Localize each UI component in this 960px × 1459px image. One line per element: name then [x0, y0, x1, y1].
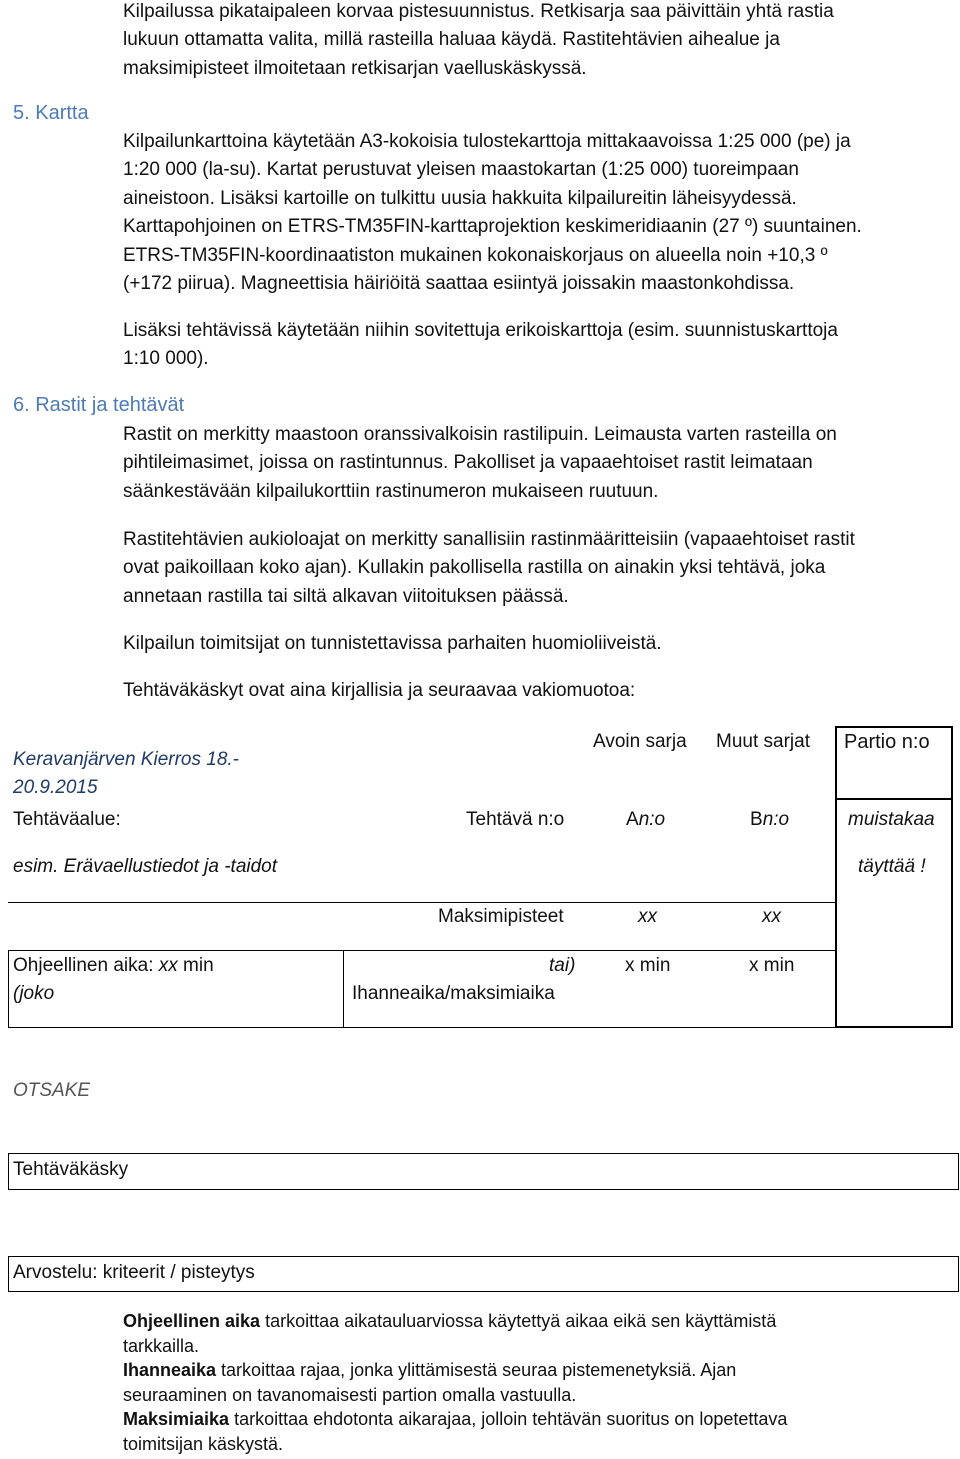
note-term: Ohjeellinen aika — [123, 1311, 261, 1331]
table-rule — [8, 950, 9, 1028]
note-term: Ihanneaika — [123, 1360, 217, 1380]
arvostelu-criteria: kriteerit / pisteytys — [97, 1262, 255, 1283]
tehtavaalue-example: esim. Erävaellustiedot ja -taidot — [13, 856, 278, 877]
paragraph-line: aineistoon. Lisäksi kartoille on tulkittu uusia hakkuita kilpailureitin läheisyydessä. — [123, 187, 797, 209]
arvostelu-label: Arvostelu: — [13, 1262, 98, 1283]
paragraph-line: ETRS-TM35FIN-koordinaatiston mukainen kokonaiskorjaus on alueella noin +10,3 º — [123, 244, 828, 266]
col-muut-sarjat: Muut sarjat — [716, 731, 810, 752]
note-line: seuraaminen on tavanomaisesti partion omalla vastuulla. — [123, 1384, 577, 1405]
ohjeellinen-xx: xx — [158, 955, 178, 976]
ohjeellinen-min: min — [177, 955, 214, 976]
note-definition: tarkoittaa ehdotonta aikarajaa, jolloin tehtävän suoritus on lopetettava — [229, 1409, 788, 1429]
section-heading-kartta: 5. Kartta — [13, 102, 89, 124]
toimitsijat-paragraph: Kilpailun toimitsijat on tunnistettavissa parhaiten huomioliiveistä. — [123, 633, 662, 654]
table-rule — [8, 1027, 837, 1028]
section-heading-rastit: 6. Rastit ja tehtävät — [13, 394, 185, 416]
note-line — [123, 1358, 923, 1383]
paragraph-line: 1:20 000 (la-su). Kartat perustuvat yleisen maastokartan (1:25 000) tuoreimpaan — [123, 159, 799, 181]
note-line — [123, 1407, 923, 1432]
avoin-aika: x min — [625, 955, 671, 976]
avoin-numero — [626, 806, 665, 834]
table-rule — [8, 950, 837, 951]
note-term: Maksimiaika — [123, 1409, 230, 1429]
event-dates: 20.9.2015 — [13, 777, 98, 798]
paragraph-line: säänkestävään kilpailukorttiin rastinumeron mukaiseen ruutuun. — [123, 480, 659, 502]
note-definition: tarkoittaa aikatauluarviossa käytettyä aikaa eikä sen käyttämistä — [260, 1311, 777, 1331]
tai-text: tai) — [549, 955, 576, 976]
joko-text: (joko — [13, 983, 55, 1004]
intro-line: Kilpailussa pikataipaleen korvaa pistesuunnistus. Retkisarja saa päivittäin yhtä rastia — [123, 1, 834, 22]
col-partio: Partio n:o — [844, 731, 930, 753]
paragraph-line: Rastit on merkitty maastoon oranssivalkoisin rastilipuin. Leimausta varten rasteilla on — [123, 424, 837, 445]
arvostelu-text — [13, 1259, 255, 1287]
numero-suffix: n:o — [762, 809, 790, 830]
muut-aika: x min — [749, 955, 795, 976]
tehtava-numero-label: Tehtävä n:o — [466, 809, 565, 830]
paragraph-line: ovat paikoillaan koko ajan). Kullakin pakollisella rastilla on ainakin yksi tehtävä, joka — [123, 557, 826, 579]
arvostelu-box — [8, 1256, 959, 1292]
paragraph-line: annetaan rastilla tai siltä alkavan viitoituksen päässä. — [123, 585, 569, 607]
paragraph-line: Rastitehtävien aukioloajat on merkitty sanallisiin rastinmääritteisiin (vapaaehtoiset rastit — [123, 529, 855, 550]
table-rule — [343, 950, 344, 1028]
tehtavakasky-label: Tehtäväkäsky — [13, 1159, 129, 1180]
ohjeellinen-aika-label — [13, 952, 214, 980]
ohjeellinen-prefix: Ohjeellinen aika: — [13, 955, 159, 976]
series-letter: A — [626, 809, 639, 830]
paragraph-line: 1:10 000). — [123, 348, 209, 370]
paragraph-line: Karttapohjoinen on ETRS-TM35FIN-karttaprojektion keskimeridiaanin (27 º) suuntainen. — [123, 216, 862, 238]
paragraph-line: Lisäksi tehtävissä käytetään niihin sovitettuja erikoiskarttoja (esim. suunnistuskarttoja — [123, 320, 838, 341]
note-definition: tarkoittaa rajaa, jonka ylittämisestä seuraa pistemenetyksiä. Ajan — [216, 1360, 737, 1380]
paragraph-line: pihtileimasimet, joissa on rastintunnus. Pakolliset ja vapaaehtoiset rastit leimataan — [123, 452, 813, 474]
table-rule — [8, 902, 837, 903]
intro-line: maksimipisteet ilmoitetaan retkisarjan vaelluskäskyssä. — [123, 57, 587, 79]
muistakaa-text: muistakaa — [848, 809, 935, 830]
avoin-maksimipisteet: xx — [638, 906, 657, 927]
muut-maksimipisteet: xx — [762, 906, 781, 927]
vakiomuoto-paragraph: Tehtäväkäskyt ovat aina kirjallisia ja seuraavaa vakiomuotoa: — [123, 680, 636, 701]
note-line: tarkkailla. — [123, 1335, 200, 1356]
definitions-notes — [123, 1309, 923, 1456]
maksimipisteet-label: Maksimipisteet — [438, 906, 564, 927]
intro-line: lukuun ottamatta valita, millä rasteilla haluaa käydä. Rastitehtävien aihealue ja — [123, 29, 780, 51]
note-line — [123, 1309, 923, 1334]
col-avoin-sarja: Avoin sarja — [593, 731, 687, 752]
event-name: Keravanjärven Kierros 18.- — [13, 749, 239, 770]
paragraph-line: (+172 piirua). Magneettisia häiriöitä saattaa esiintyä joissakin maastonkohdissa. — [123, 273, 795, 295]
tayttaa-text: täyttää ! — [858, 856, 926, 877]
paragraph-line: Kilpailunkarttoina käytetään A3-kokoisia tulostekarttoja mittakaavoissa 1:25 000 (pe) ja — [123, 131, 851, 152]
series-letter: B — [750, 809, 763, 830]
muut-numero — [750, 806, 789, 834]
numero-suffix: n:o — [638, 809, 666, 830]
tehtavakasky-box — [8, 1153, 959, 1190]
ihanneaika-label: Ihanneaika/maksimiaika — [352, 983, 555, 1004]
note-line: toimitsijan käskystä. — [123, 1433, 284, 1454]
partio-box-divider — [835, 798, 953, 800]
otsake-placeholder: OTSAKE — [13, 1080, 91, 1101]
tehtavaalue-label: Tehtäväalue: — [13, 809, 121, 830]
